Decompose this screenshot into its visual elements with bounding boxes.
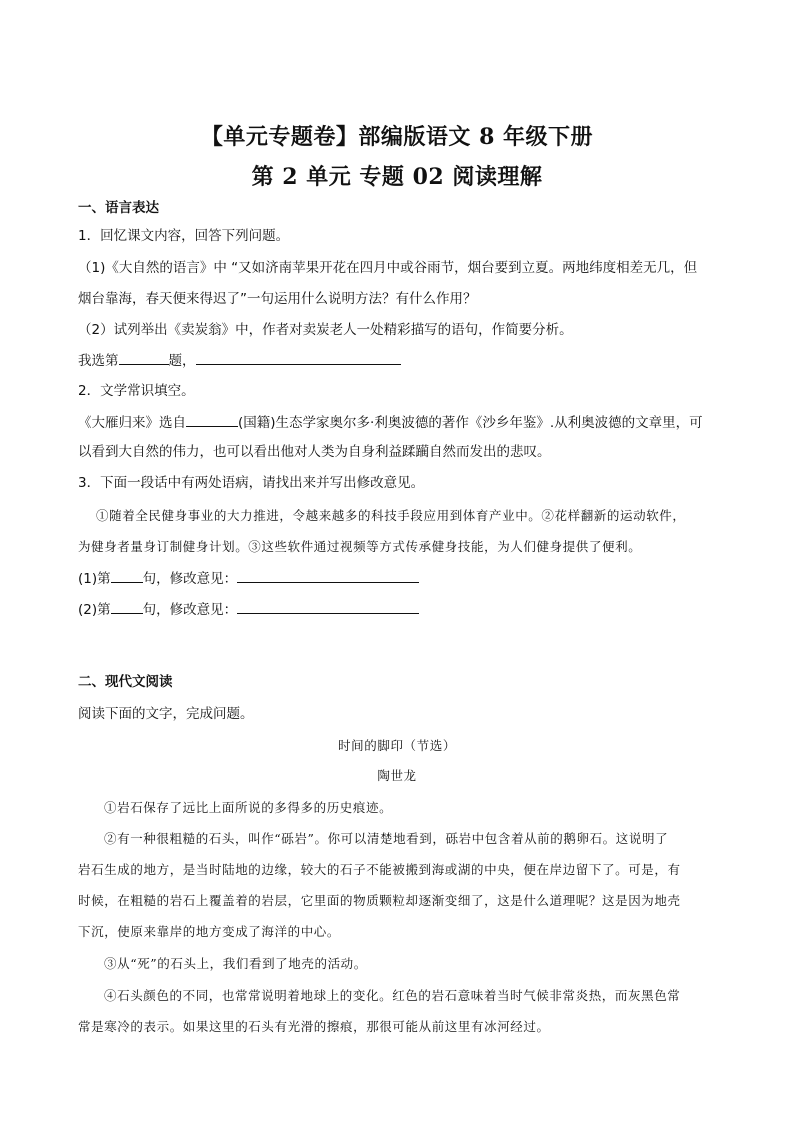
paragraph-4-line1: ④石头颜色的不同，也常常说明着地球上的变化。红色的岩石意味着当时气候非常炎热，而灰黑色常 xyxy=(104,988,681,1003)
question-2-line1 xyxy=(78,412,728,433)
question-3: 3．下面一段话中有两处语病，请找出来并写出修改意见。 xyxy=(78,475,425,491)
article-author: 陶世龙 xyxy=(377,768,417,783)
q3-ans2-sentence-blank[interactable] xyxy=(111,599,143,614)
answer-mid: 题， xyxy=(168,353,196,369)
paragraph-2-line4: 下沉，使原来靠岸的地方变成了海洋的中心。 xyxy=(78,924,341,939)
paragraph-2-line3: 时候，在粗糙的岩石上覆盖着的岩层，它里面的物质颗粒却逐渐变细了，这是什么道理呢？这是因为地壳 xyxy=(78,893,681,908)
q3-ans2-revision-blank[interactable] xyxy=(237,599,419,614)
answer-blank-number[interactable] xyxy=(119,350,169,365)
question-2-line2: 以看到大自然的伟力，也可以看出他对人类为自身利益蹂躏自然而发出的悲叹。 xyxy=(78,444,551,460)
q3-ans1-revision-blank[interactable] xyxy=(237,568,419,583)
answer-blank-sentence[interactable] xyxy=(196,350,401,365)
article-title: 时间的脚印（节选） xyxy=(338,738,456,753)
question-2: 2．文学常识填空。 xyxy=(78,383,195,399)
paragraph-1: ①岩石保存了远比上面所说的多得多的历史痕迹。 xyxy=(104,800,393,815)
q3-ans2-prefix: (2)第 xyxy=(78,602,111,618)
question-1: 1．回忆课文内容，回答下列问题。 xyxy=(78,228,290,244)
nationality-blank[interactable] xyxy=(186,412,238,427)
question-1-2-answer xyxy=(78,350,728,371)
q2-prefix: 《大雁归来》选自 xyxy=(78,415,186,431)
q3-ans1-suffix: 句，修改意见： xyxy=(142,571,238,587)
q3-passage-line2: 为健身者量身订制健身计划。③这些软件通过视频等方式传承健身技能，为人们健身提供了便利。 xyxy=(78,539,642,554)
q3-ans2-suffix: 句，修改意见： xyxy=(142,602,238,618)
reading-instruction: 阅读下面的文字，完成问题。 xyxy=(78,706,254,722)
q3-passage-line1: ①随着全民健身事业的大力推进，令越来越多的科技手段应用到体育产业中。②花样翻新的运动软件， xyxy=(96,508,686,523)
section1-heading: 一、语言表达 xyxy=(78,200,159,216)
question-1-1-line1: （1)《大自然的语言》中 “又如济南苹果开花在四月中或谷雨节，烟台要到立夏。两地纬度相差无几，但 xyxy=(78,260,698,276)
paragraph-2-line2: 岩石生成的地方，是当时陆地的边缘，较大的石子不能被搬到海或湖的中央，便在岸边留下了。可是，有 xyxy=(78,862,681,877)
page-subtitle: 第 2 单元 专题 02 阅读理解 xyxy=(251,164,543,190)
q3-ans1-prefix: (1)第 xyxy=(78,571,111,587)
page-title: 【单元专题卷】部编版语文 8 年级下册 xyxy=(200,124,594,150)
q3-answer-2 xyxy=(78,599,728,620)
q2-suffix: (国籍)生态学家奥尔多·利奥波德的著作《沙乡年鉴》.从利奥波德的文章里，可 xyxy=(238,415,703,431)
question-1-1-line2: 烟台靠海，春天便来得迟了”一句运用什么说明方法？有什么作用？ xyxy=(78,291,477,307)
section2-heading: 二、现代文阅读 xyxy=(78,674,173,690)
question-1-2: （2）试列举出《卖炭翁》中，作者对卖炭老人一处精彩描写的语句，作简要分析。 xyxy=(78,322,573,338)
q3-answer-1 xyxy=(78,568,728,589)
q3-ans1-sentence-blank[interactable] xyxy=(111,568,143,583)
paragraph-3: ③从“死”的石头上，我们看到了地壳的活动。 xyxy=(104,956,367,971)
paragraph-2-line1: ②有一种很粗糙的石头，叫作“砾岩”。你可以清楚地看到，砾岩中包含着从前的鹅卵石。这说明了 xyxy=(104,831,669,846)
answer-prefix: 我选第 xyxy=(78,353,119,369)
paragraph-4-line2: 常是寒冷的表示。如果这里的石头有光滑的擦痕，那很可能从前这里有冰河经过。 xyxy=(78,1019,550,1034)
